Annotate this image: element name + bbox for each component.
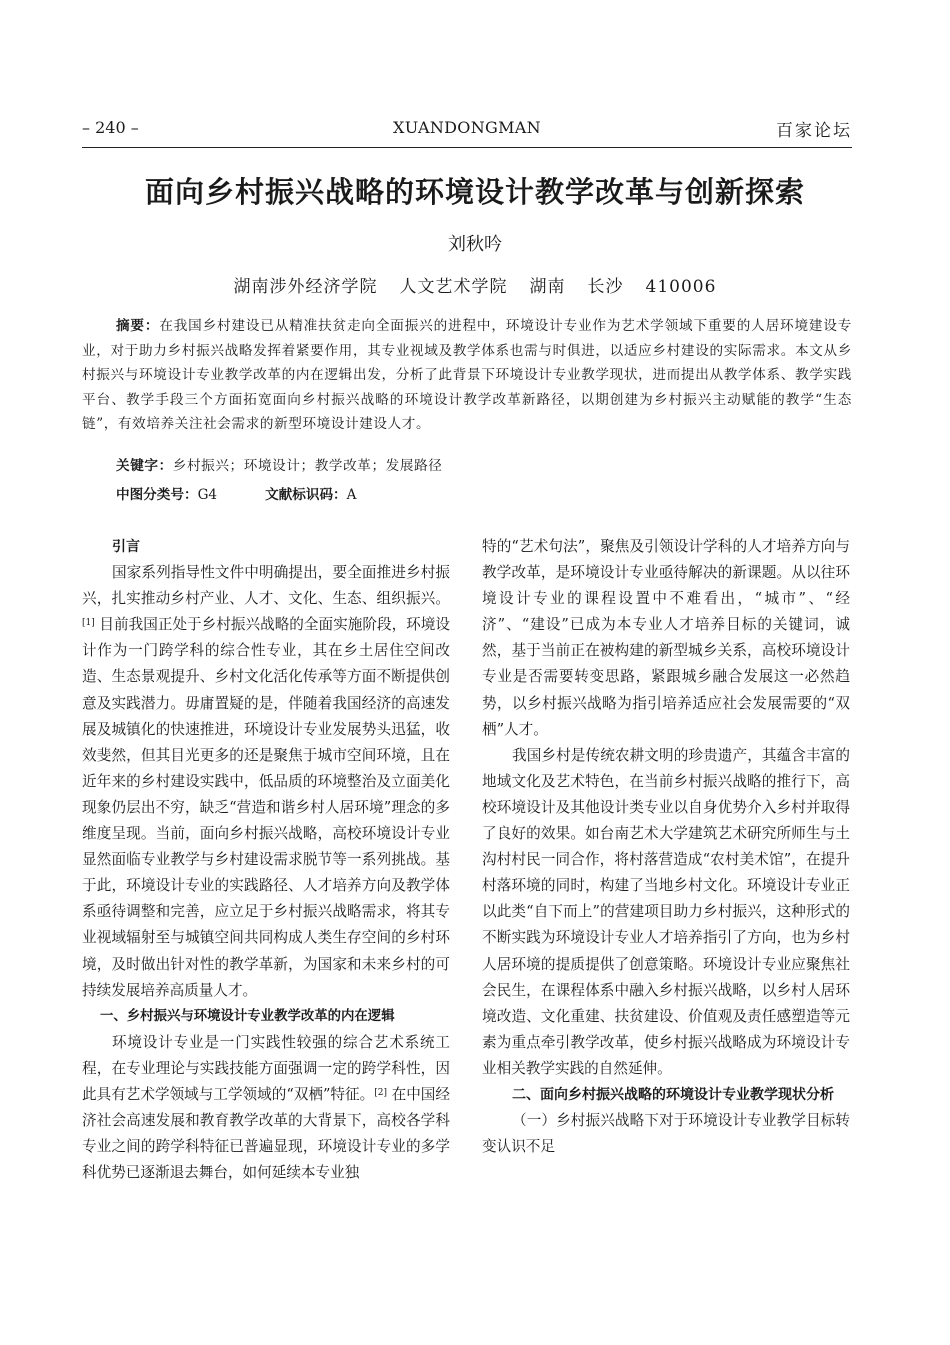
section-1-heading: 一、乡村振兴与环境设计专业教学改革的内在逻辑 <box>100 1008 395 1024</box>
affiliation-school: 湖南涉外经济学院 <box>233 277 378 297</box>
header-rule <box>82 147 852 148</box>
keywords <box>116 454 442 474</box>
running-header <box>82 116 852 144</box>
affiliation-dept: 人文艺术学院 <box>399 277 508 297</box>
classification <box>116 483 356 503</box>
doc-code-label: 文献标识码： <box>265 487 347 503</box>
affiliation-province: 湖南 <box>529 277 566 297</box>
intro-paragraph: 国家系列指导性文件中明确提出，要全面推进乡村振兴，扎实推动乡村产业、人才、文化、生态、组织振兴。[1] 目前我国正处于乡村振兴战略的全面实施阶段，环境设计作为一门跨学科的综合性专业，其在乡土居住空间改造、生态景观提升、乡村文化活化传承等方面不断提供创意及实践潜力。毋庸置疑的是，伴随着我国经济的高速发展及城镇化的快速推进，环境设计专业发展势头迅猛，收效斐然，但其目光更多的还是聚焦于城市空间环境，且在近年来的乡村建设实践中，低品质的环境整治及立面美化现象仍层出不穷，缺乏“营造和谐乡村人居环境”理念的多维度呈现。当前，面向乡村振兴战略，高校环境设计专业显然面临专业教学与乡村建设需求脱节等一系列挑战。基于此，环境设计专业的实践路径、人才培养方向及教学体系亟待调整和完善，应立足于乡村振兴战略需求，将其专业视域辐射至与城镇空间共同构成人类生存空间的乡村环境，及时做出针对性的教学革新，为国家和未来乡村的可持续发展培养高质量人才。 <box>82 564 450 999</box>
affiliation-postcode: 410006 <box>645 277 717 297</box>
author-name: 刘秋吟 <box>448 234 502 255</box>
left-column <box>82 534 450 1186</box>
column-name: 百家论坛 <box>776 121 852 141</box>
rural-heritage-paragraph: 我国乡村是传统农耕文明的珍贵遗产，其蕴含丰富的地域文化及艺术特色，在当前乡村振兴战略的推行下，高校环境设计及其他设计类专业以自身优势介入乡村并取得了良好的效果。如台南艺术大学建筑艺术研究所师生与土沟村村民一同合作，将村落营造成“农村美术馆”，在提升村落环境的同时，构建了当地乡村文化。环境设计专业正以此类“自下而上”的营建项目助力乡村振兴，这种形式的不断实践为环境设计专业人才培养指引了方向，也为乡村人居环境的提质提供了创意策略。环境设计专业应聚焦社会民生，在课程体系中融入乡村振兴战略，以乡村人居环境改造、文化重建、扶贫建设、价值观及责任感塑造等元素为重点牵引教学改革，使乡村振兴战略成为环境设计专业相关教学实践的自然延伸。 <box>482 746 850 1077</box>
section-1-paragraph: 环境设计专业是一门实践性较强的综合艺术系统工程，在专业理论与实践技能方面强调一定的跨学科性，因此具有艺术学领域与工学领域的“双栖”特征。[2] 在中国经济社会高速发展和教育教学改革的大背景下，高校各学科专业之间的跨学科特征已普遍显现，环境设计专业的多学科优势已逐渐退去舞台，如何延续本专业独 <box>82 1033 450 1182</box>
intro-heading: 引言 <box>112 539 140 555</box>
affiliation <box>0 272 950 297</box>
clc-value: G4 <box>197 487 218 503</box>
abstract-text: 在我国乡村建设已从精准扶贫走向全面振兴的进程中，环境设计专业作为艺术学领域下重要的人居环境建设专业，对于助力乡村振兴战略发挥着紧要作用，其专业视域及教学体系也需与时俱进，以适应乡村建设的实际需求。本文从乡村振兴与环境设计专业教学改革的内在逻辑出发，分析了此背景下环境设计专业教学现状，进而提出从教学体系、教学实践平台、教学手段三个方面拓宽面向乡村振兴战略的环境设计教学改革新路径，以期创建为乡村振兴主动赋能的教学“生态链”，有效培养关注社会需求的新型环境设计建设人才。 <box>82 318 852 433</box>
subsection-1-heading: （一）乡村振兴战略下对于环境设计专业教学目标转变认识不足 <box>482 1112 850 1156</box>
keywords-label: 关键字： <box>116 458 173 474</box>
doc-code-value: A <box>346 487 357 503</box>
affiliation-city: 长沙 <box>587 277 624 297</box>
clc-label: 中图分类号： <box>116 487 198 503</box>
article-title: 面向乡村振兴战略的环境设计教学改革与创新探索 <box>144 175 805 209</box>
journal-name: XUANDONGMAN <box>393 118 541 137</box>
section-2-heading: 二、面向乡村振兴战略的环境设计专业教学现状分析 <box>512 1086 834 1103</box>
right-column <box>482 534 850 1160</box>
citation-2: [2] <box>374 1087 387 1098</box>
citation-1: [1] <box>82 618 95 629</box>
abstract-label: 摘要： <box>116 318 160 334</box>
abstract <box>82 314 852 437</box>
keywords-text: 乡村振兴；环境设计；教学改革；发展路径 <box>172 458 443 474</box>
section-1-paragraph-cont: 特的“艺术句法”，聚焦及引领设计学科的人才培养方向与教学改革，是环境设计专业亟待解决的新课题。从以往环境设计专业的课程设置中不难看出，“城市”、“经济”、“建设”已成为本专业人才培养目标的关键词，诚然，基于当前正在被构建的新型城乡关系，高校环境设计专业是否需要转变思路，紧跟城乡融合发展这一必然趋势，以乡村振兴战略为指引培养适应社会发展需要的“双栖”人才。 <box>482 538 850 738</box>
page-number: – 240 – <box>82 118 139 137</box>
